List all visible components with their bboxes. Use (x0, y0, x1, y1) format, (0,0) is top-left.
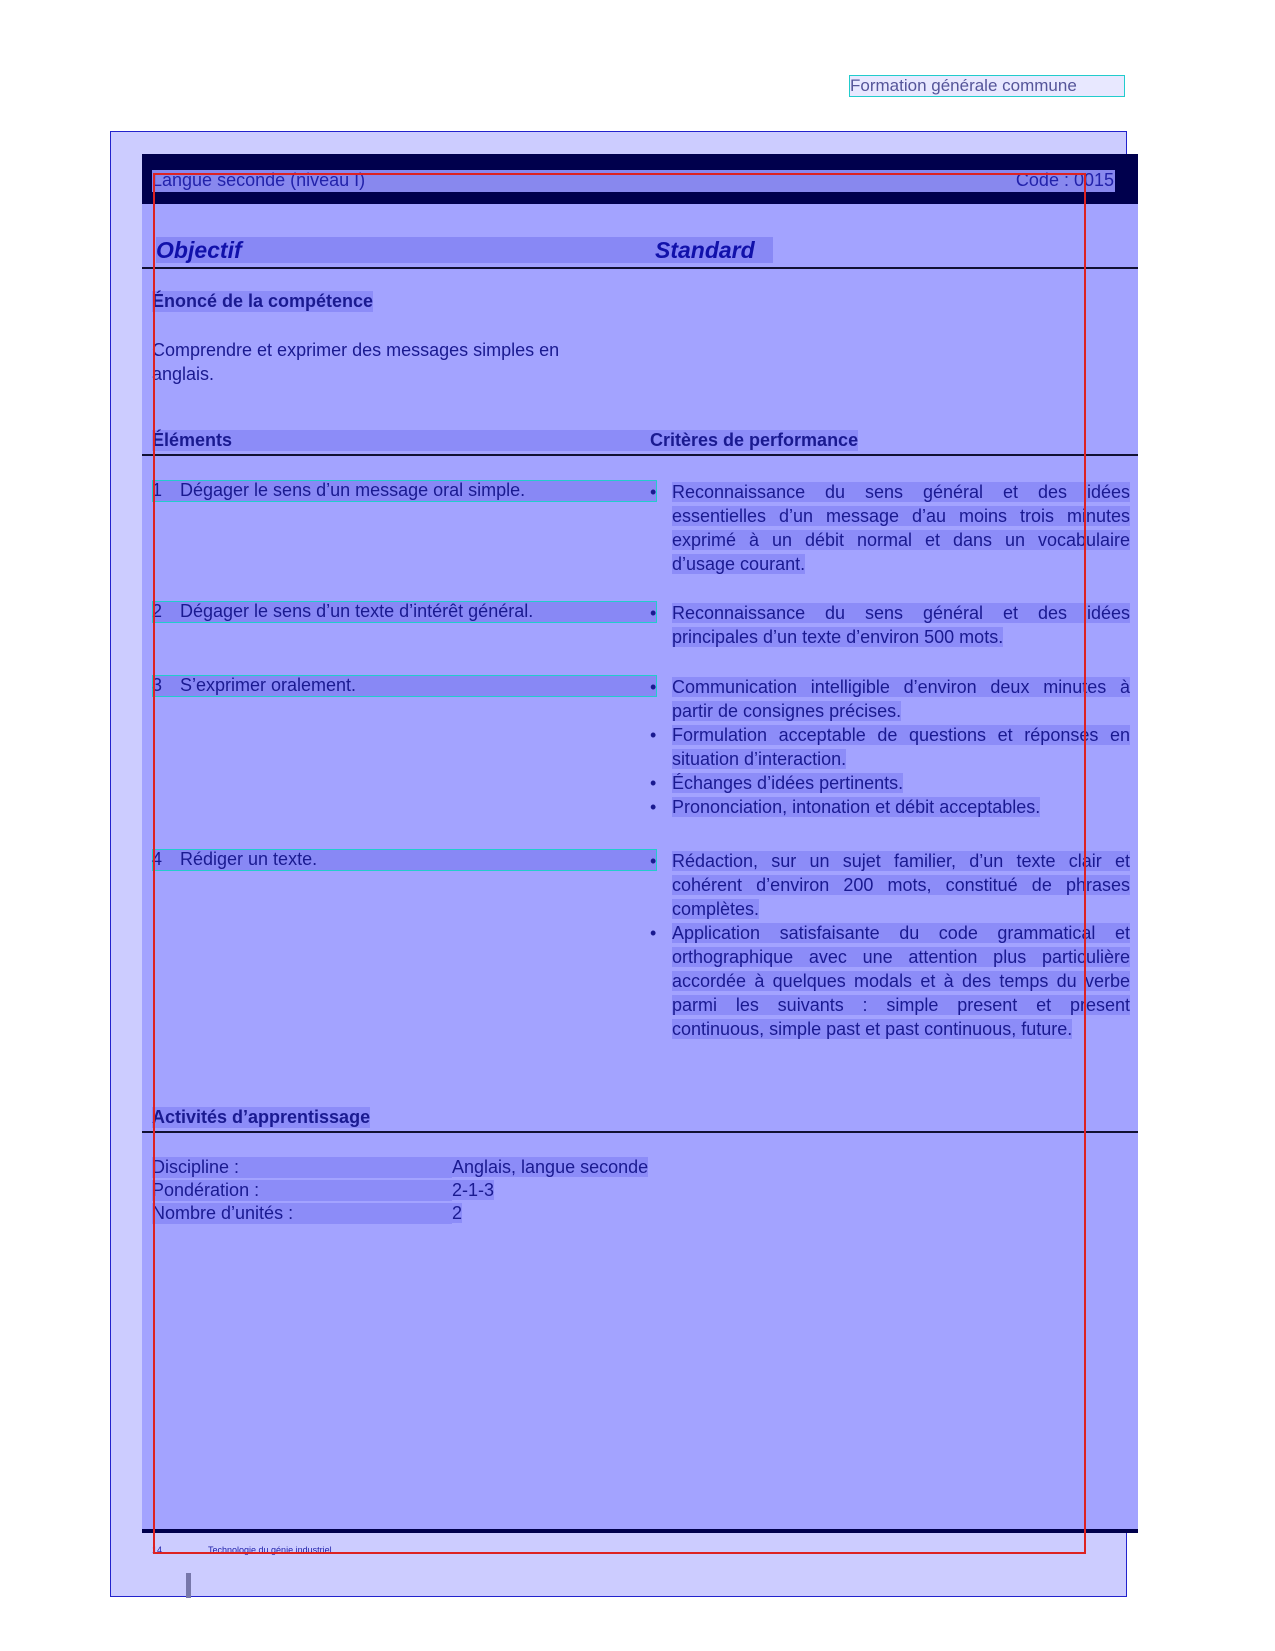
footer-rule (142, 1529, 1138, 1533)
course-title: Langue seconde (niveau I) (152, 170, 366, 190)
course-code: Code : 0015 (1015, 170, 1114, 190)
elements-heading: Éléments (152, 430, 652, 451)
bullet-icon: • (650, 603, 657, 623)
divider (142, 454, 1138, 456)
element-item (152, 601, 533, 622)
meta-row-unites (152, 1203, 462, 1224)
criterion-text: Prononciation, intonation et débit acceptables. (672, 797, 1041, 817)
element-text: Dégager le sens d’un message oral simple. (180, 480, 526, 500)
program-name: Technologie du génie industriel (208, 1545, 332, 1555)
bullet-icon: • (650, 725, 657, 745)
bullet-icon: • (650, 851, 657, 871)
element-number: 4 (152, 849, 163, 869)
criteria-list (650, 601, 1130, 649)
bullet-icon: • (650, 482, 657, 502)
criteria-list (650, 675, 1130, 819)
element-item (152, 480, 525, 501)
divider (142, 1131, 1138, 1133)
meta-value: 2-1-3 (452, 1180, 495, 1200)
element-number: 3 (152, 675, 163, 695)
element-number: 2 (152, 601, 163, 621)
element-item (152, 849, 317, 870)
element-item (152, 675, 356, 696)
bullet-icon: • (650, 923, 657, 943)
criterion-text: Formulation acceptable de questions et réponses en situation d’interaction. (672, 725, 1130, 769)
criterion-text: Application satisfaisante du code grammatical et orthographique avec une attention plus particulière accordée à quelques modals et à des temps du verbe parmi les suivants : simple present et present continuous, simple past et past continuous, future. (672, 923, 1130, 1039)
criterion-item (650, 921, 1130, 1041)
criteres-heading: Critères de performance (650, 430, 859, 450)
meta-label: Nombre d’unités : (152, 1203, 452, 1224)
bullet-icon: • (650, 677, 657, 697)
page-footer (152, 1545, 332, 1555)
criterion-item (650, 480, 1130, 576)
criterion-text: Reconnaissance du sens général et des idées principales d’un texte d’environ 500 mots. (672, 603, 1130, 647)
element-text: Dégager le sens d’un texte d’intérêt général. (180, 601, 534, 621)
bullet-icon: • (650, 797, 657, 817)
criterion-item (650, 849, 1130, 921)
meta-label: Discipline : (152, 1157, 452, 1178)
document-category: Formation générale commune (850, 76, 1124, 96)
criterion-item (650, 723, 1130, 771)
activites-heading: Activités d’apprentissage (152, 1107, 371, 1127)
bullet-icon: • (650, 773, 657, 793)
element-text: S’exprimer oralement. (180, 675, 357, 695)
enonce-text: Comprendre et exprimer des messages simples en anglais. (152, 340, 560, 384)
criteria-list (650, 480, 1130, 576)
page-number: 14 (152, 1545, 163, 1555)
divider (142, 267, 1138, 269)
meta-label: Pondération : (152, 1180, 452, 1201)
criteria-list (650, 849, 1130, 1041)
criterion-text: Rédaction, sur un sujet familier, d’un texte clair et cohérent d’environ 200 mots, constitué de phrases complètes. (672, 851, 1130, 919)
criterion-item (650, 795, 1130, 819)
standard-title: Standard (655, 237, 773, 263)
criterion-text: Reconnaissance du sens général et des idées essentielles d’un message d’au moins trois minutes exprimé à un débit normal et dans un vocabulaire d’usage courant. (672, 482, 1130, 574)
meta-row-ponderation (152, 1180, 494, 1201)
criterion-item (650, 675, 1130, 723)
criterion-text: Communication intelligible d’environ deux minutes à partir de consignes précises. (672, 677, 1130, 721)
element-number: 1 (152, 480, 163, 500)
criterion-item (650, 601, 1130, 649)
criterion-item (650, 771, 1130, 795)
meta-value: 2 (452, 1203, 463, 1223)
meta-row-discipline (152, 1157, 648, 1178)
meta-value: Anglais, langue seconde (452, 1157, 649, 1177)
enonce-heading: Énoncé de la compétence (152, 291, 374, 311)
criterion-text: Échanges d’idées pertinents. (672, 773, 904, 793)
text-cursor-mark (186, 1573, 191, 1598)
element-text: Rédiger un texte. (180, 849, 318, 869)
objectif-title: Objectif (156, 237, 656, 263)
